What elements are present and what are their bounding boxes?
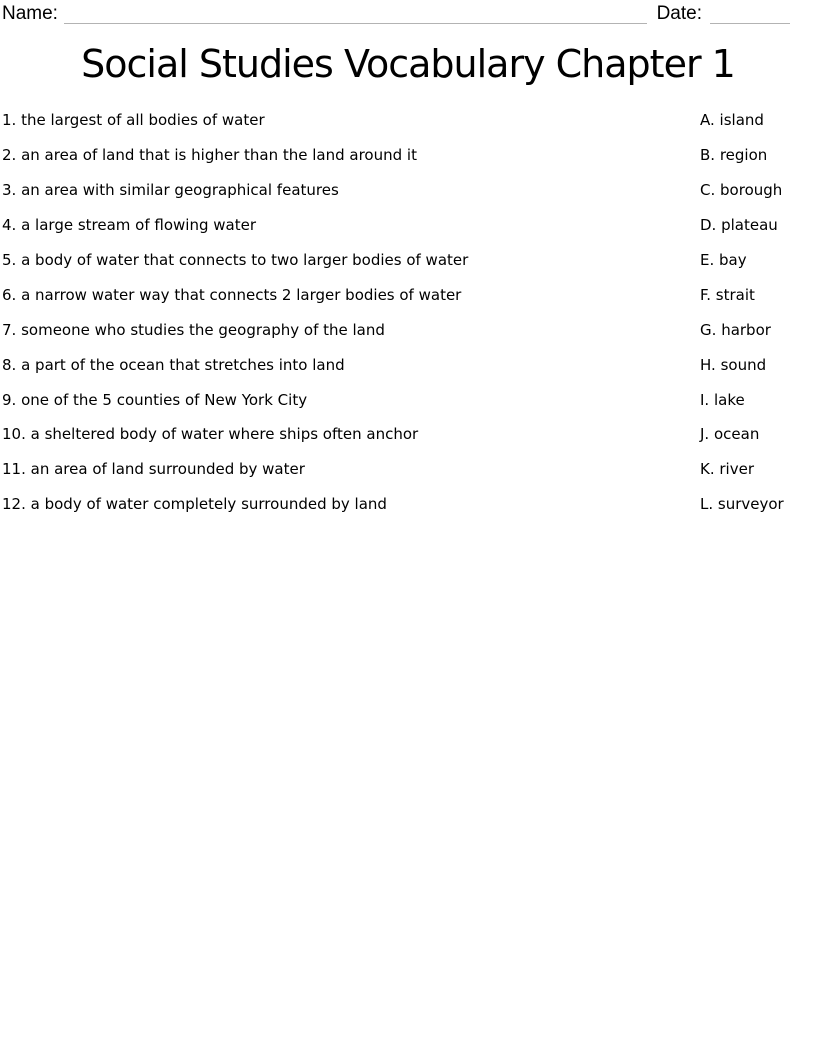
question-item [0,251,700,269]
question-item [0,460,700,478]
question-text: an area of land that is higher than the land around it [21,146,417,165]
question-number: 3. [2,181,17,200]
question-number: 8. [2,355,17,374]
answer-item [700,111,816,129]
answer-letter: B. [700,146,716,165]
answer-term: plateau [721,216,778,235]
answer-item [700,251,816,269]
matching-row [0,382,816,417]
answer-item [700,460,816,478]
question-item [0,146,700,164]
answer-term: surveyor [717,495,784,514]
answer-term: island [719,111,764,130]
question-text: a part of the ocean that stretches into land [21,355,345,374]
question-text: a body of water that connects to two larger bodies of water [21,251,469,269]
answer-letter: I. [700,390,710,409]
matching-list [0,103,816,522]
answer-letter: D. [700,216,717,235]
question-number: 9. [2,390,17,409]
question-number: 5. [2,251,17,269]
date-blank-line[interactable] [710,6,790,24]
question-text: a sheltered body of water where ships often anchor [30,425,419,444]
question-item [0,495,700,513]
date-label: Date: [656,3,702,24]
answer-item [700,146,816,164]
question-text: someone who studies the geography of the land [21,320,385,339]
question-item [0,356,700,374]
answer-letter: C. [700,181,716,200]
question-number: 12. [2,495,26,514]
answer-letter: E. [700,251,715,269]
matching-row [0,417,816,452]
question-number: 7. [2,320,17,339]
answer-item [700,216,816,234]
answer-term: river [719,460,754,479]
question-number: 6. [2,285,17,304]
question-item [0,216,700,234]
answer-item [700,286,816,304]
answer-letter: L. [700,495,714,514]
answer-item [700,425,816,443]
matching-row [0,208,816,243]
matching-row [0,173,816,208]
answer-item [700,181,816,199]
header [0,3,816,25]
answer-letter: K. [700,460,715,479]
answer-letter: H. [700,355,716,374]
answer-item [700,356,816,374]
answer-term: borough [720,181,783,200]
name-blank-line[interactable] [64,6,647,24]
question-text: an area of land surrounded by water [30,460,305,479]
question-number: 4. [2,216,17,235]
answer-term: ocean [713,425,760,444]
matching-row [0,347,816,382]
answer-letter: G. [700,320,717,339]
question-item [0,425,700,443]
question-text: one of the 5 counties of New York City [21,390,308,409]
answer-item [700,391,816,409]
answer-letter: J. [700,425,710,444]
question-number: 11. [2,460,26,479]
answer-item [700,321,816,339]
question-text: a body of water completely surrounded by land [30,495,387,514]
matching-row [0,103,816,138]
answer-term: bay [719,251,747,269]
answer-item [700,495,816,513]
question-number: 1. [2,111,17,130]
question-text: a narrow water way that connects 2 larger bodies of water [21,285,462,304]
question-text: an area with similar geographical features [21,181,339,200]
answer-term: strait [715,285,755,304]
answer-letter: A. [700,111,715,130]
answer-term: lake [713,390,745,409]
question-item [0,391,700,409]
matching-row [0,312,816,347]
question-text: the largest of all bodies of water [21,111,265,130]
name-label: Name: [2,3,58,24]
answer-term: harbor [721,320,771,339]
worksheet-title: Social Studies Vocabulary Chapter 1 [81,42,735,86]
matching-row [0,138,816,173]
question-number: 2. [2,146,17,165]
matching-row [0,452,816,487]
question-item [0,286,700,304]
matching-row [0,487,816,522]
answer-term: sound [720,355,767,374]
question-item [0,181,700,199]
question-item [0,111,700,129]
answer-letter: F. [700,285,711,304]
question-item [0,321,700,339]
question-number: 10. [2,425,26,444]
answer-term: region [719,146,768,165]
matching-row [0,243,816,278]
question-text: a large stream of flowing water [21,216,256,235]
matching-row [0,277,816,312]
